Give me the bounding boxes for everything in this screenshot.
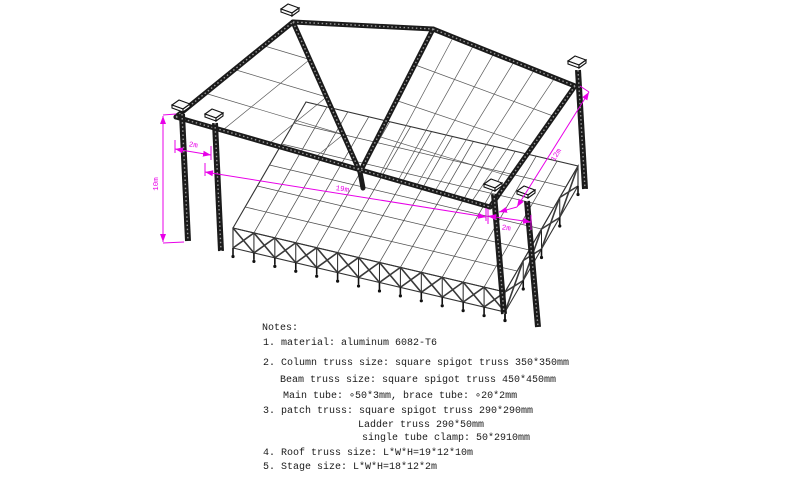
notes-title: Notes: — [262, 323, 299, 334]
dimension-label-length: 19m — [334, 185, 350, 196]
dimension-roof-width — [499, 86, 589, 212]
dimension-label-gap-right: 2m — [501, 224, 512, 234]
dimension-label-height: 10m — [153, 177, 161, 191]
note-line: 4. Roof truss size: L*W*H=19*12*10m — [263, 448, 474, 459]
note-line: single tube clamp: 50*2910mm — [362, 433, 531, 444]
note-line: 5. Stage size: L*W*H=18*12*2m — [263, 462, 438, 473]
dimension-left-height — [153, 114, 184, 243]
notes-block — [262, 318, 682, 473]
note-line: Beam truss size: square spigot truss 450*450mm — [280, 375, 557, 386]
dimension-label-width: 12m — [550, 147, 565, 164]
note-line: Main tube: ∘50*3mm, brace tube: ∘20*2mm — [283, 391, 518, 402]
dimension-label-gap-left: 2m — [188, 141, 199, 151]
roof-grid-left-plane — [205, 46, 343, 159]
column-top-plates — [172, 4, 586, 198]
roof-truss-beams — [176, 22, 575, 207]
note-line: 3. patch truss: square spigot truss 290*290mm — [263, 406, 534, 417]
note-line: 2. Column truss size: square spigot truss 350*350mm — [263, 358, 570, 369]
note-line: Ladder truss 290*50mm — [358, 420, 485, 431]
note-line: 1. material: aluminum 6082-T6 — [263, 338, 438, 349]
